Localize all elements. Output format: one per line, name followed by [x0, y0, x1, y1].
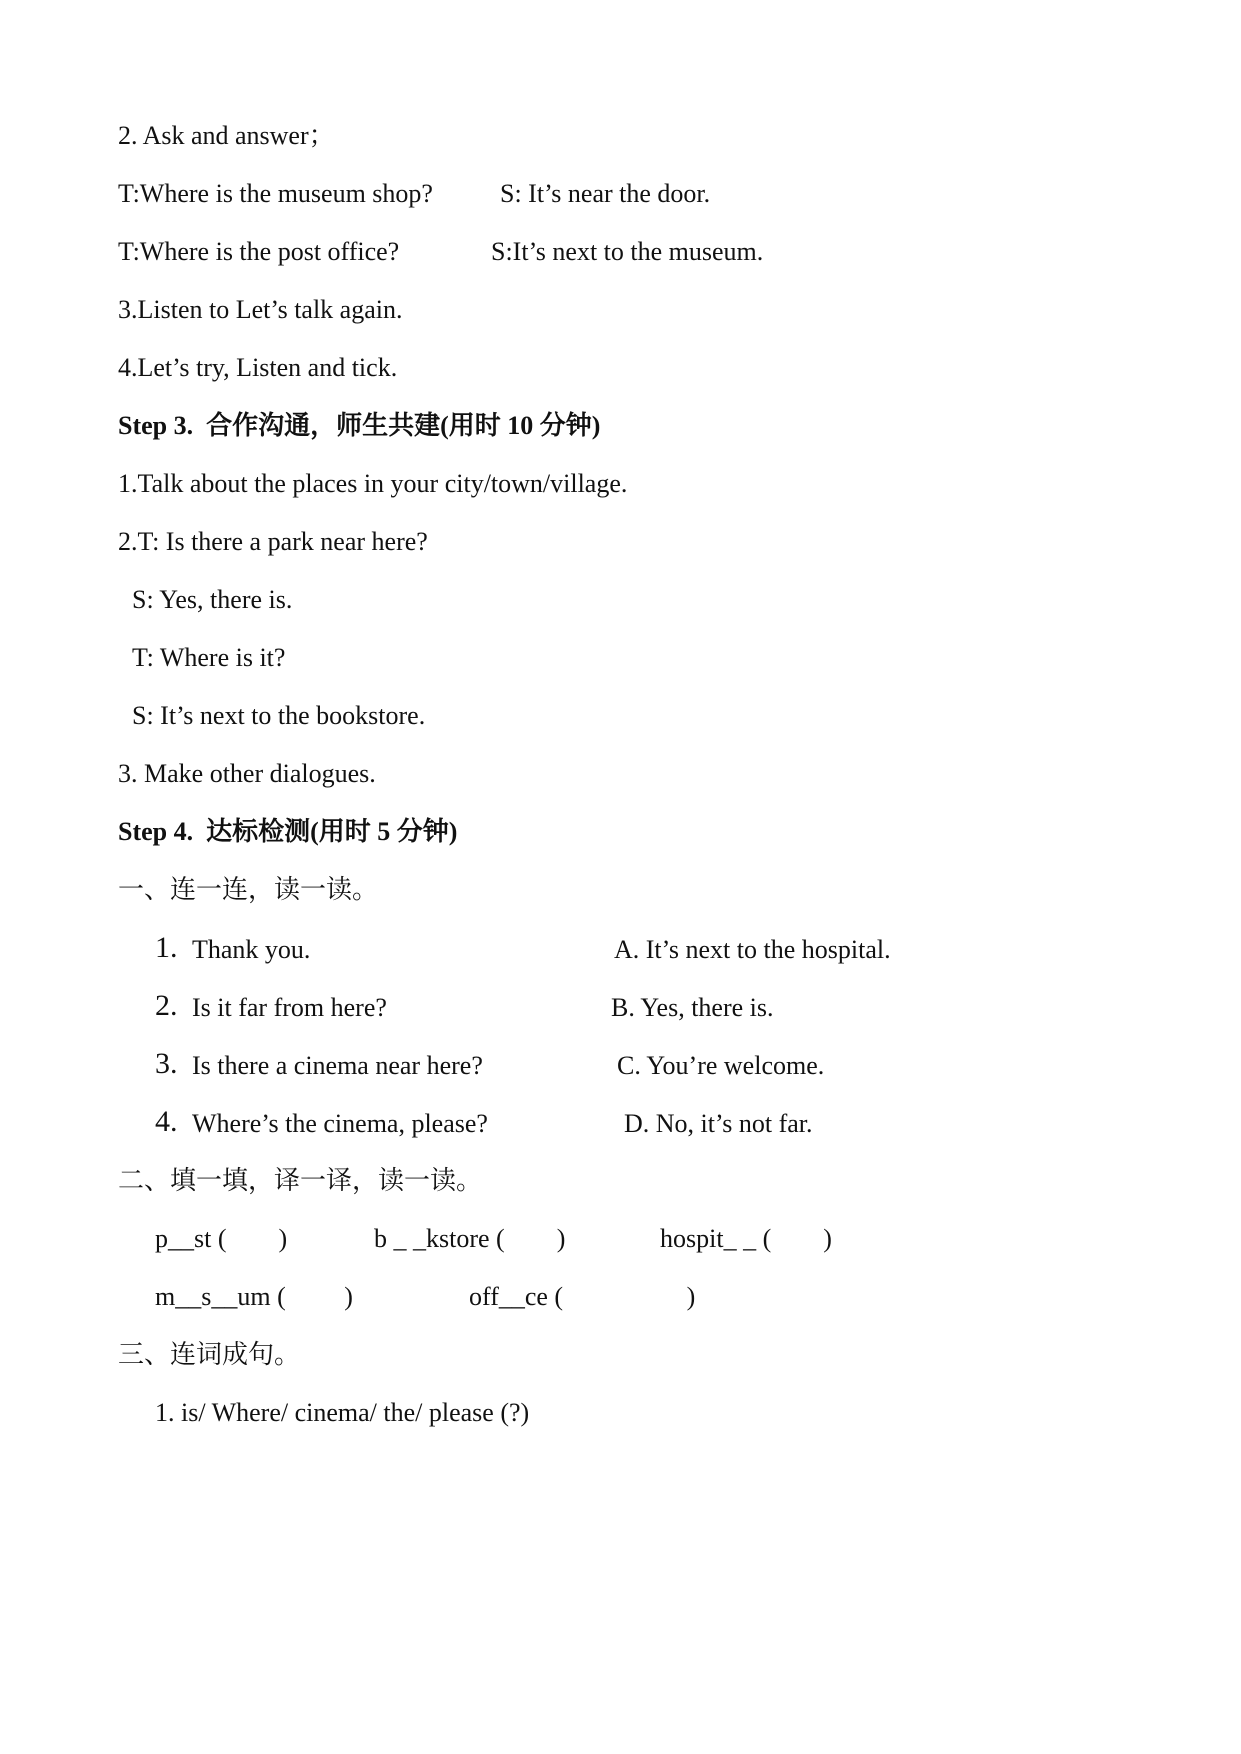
part3-title: 三、连词成句。 — [118, 1340, 301, 1369]
dialogue-line: S: It’s near the door. — [500, 179, 711, 208]
match-number: 3. — [155, 1047, 178, 1080]
step3-heading: Step 3. 合作沟通，师生共建(用时 10 分钟) — [118, 411, 601, 440]
match-answer: C. You’re welcome. — [617, 1051, 825, 1080]
instruction-line: 3.Listen to Let’s talk again. — [118, 295, 403, 324]
fill-word: m__s__um ( ) — [155, 1282, 353, 1311]
word-order-item: 1. is/ Where/ cinema/ the/ please (?) — [155, 1398, 530, 1427]
match-number: 1. — [155, 931, 178, 964]
fill-word: b _ _kstore ( ) — [374, 1224, 566, 1253]
part2-title: 二、填一填，译一译，读一读。 — [118, 1166, 483, 1195]
fill-word: p__st ( ) — [155, 1224, 288, 1253]
match-number: 2. — [155, 989, 178, 1022]
match-question: Is there a cinema near here? — [192, 1051, 483, 1080]
dialogue-line: S:It’s next to the museum. — [491, 237, 764, 266]
instruction-line: 2.T: Is there a park near here? — [118, 527, 428, 556]
instruction-line: 4.Let’s try, Listen and tick. — [118, 353, 398, 382]
dialogue-line: S: It’s next to the bookstore. — [132, 701, 426, 730]
match-number: 4. — [155, 1105, 178, 1138]
part1-title: 一、连一连，读一读。 — [118, 875, 379, 904]
instruction-line: 1.Talk about the places in your city/town/village. — [118, 469, 628, 498]
fill-word: off__ce ( ) — [469, 1282, 696, 1311]
ask-and-answer-heading: 2. Ask and answer； — [118, 121, 335, 150]
match-question: Is it far from here? — [192, 993, 387, 1022]
match-answer: D. No, it’s not far. — [624, 1109, 813, 1138]
dialogue-line: T:Where is the post office? — [118, 237, 400, 266]
dialogue-line: S: Yes, there is. — [132, 585, 293, 614]
match-answer: B. Yes, there is. — [611, 993, 774, 1022]
match-question: Where’s the cinema, please? — [192, 1109, 488, 1138]
step4-heading: Step 4. 达标检测(用时 5 分钟) — [118, 817, 458, 846]
fill-word: hospit_ _ ( ) — [660, 1224, 832, 1253]
instruction-line: 3. Make other dialogues. — [118, 759, 376, 788]
match-question: Thank you. — [192, 935, 311, 964]
match-answer: A. It’s next to the hospital. — [614, 935, 891, 964]
dialogue-line: T: Where is it? — [132, 643, 286, 672]
dialogue-line: T:Where is the museum shop? — [118, 179, 433, 208]
